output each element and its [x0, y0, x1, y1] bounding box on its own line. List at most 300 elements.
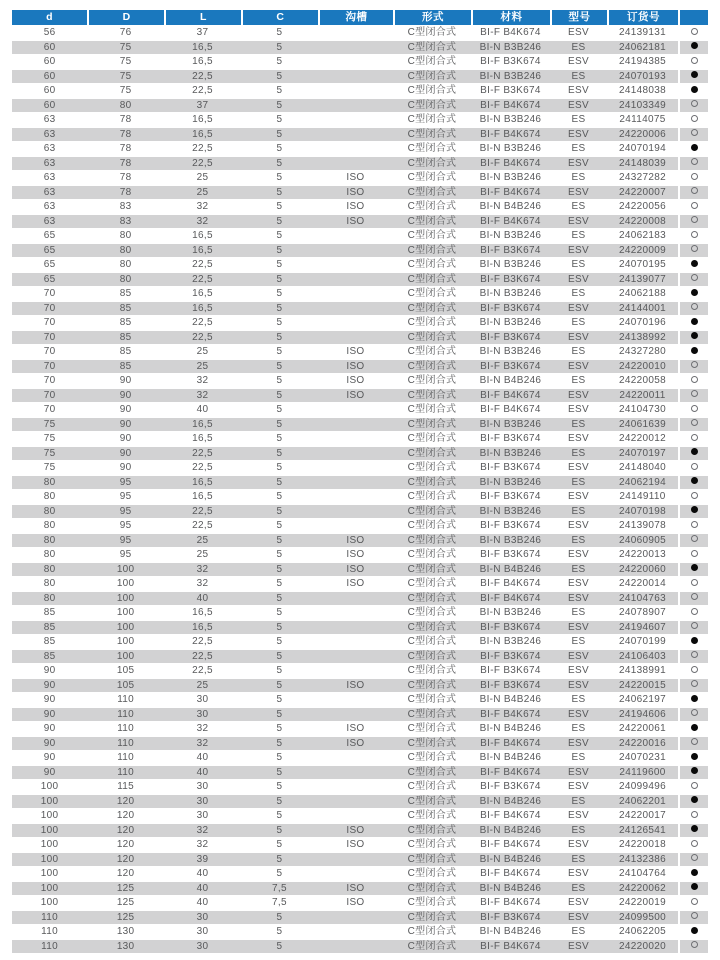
- table-header: [12, 10, 708, 26]
- filled-circle-icon: [691, 753, 698, 760]
- cell-D: 110: [87, 708, 164, 723]
- cell-order_no: 24070194: [607, 142, 678, 157]
- cell-C: 5: [241, 853, 318, 868]
- cell-order_no: 24220010: [607, 360, 678, 375]
- cell-groove: [318, 809, 393, 824]
- cell-L: 25: [164, 548, 241, 563]
- cell-model: ESV: [550, 577, 607, 592]
- cell-L: 16,5: [164, 302, 241, 317]
- cell-D: 115: [87, 780, 164, 795]
- cell-material: BI-N B4B246: [471, 853, 550, 868]
- cell-d: 60: [12, 70, 87, 85]
- cell-d: 70: [12, 287, 87, 302]
- table-row: [12, 418, 708, 433]
- cell-C: 5: [241, 766, 318, 781]
- cell-L: 32: [164, 737, 241, 752]
- cell-d: 100: [12, 780, 87, 795]
- open-circle-icon: [691, 158, 698, 165]
- cell-groove: [318, 113, 393, 128]
- filled-circle-icon: [691, 564, 698, 571]
- cell-form: C型闭合式: [393, 244, 471, 259]
- cell-D: 78: [87, 157, 164, 172]
- cell-material: BI-F B3K674: [471, 273, 550, 288]
- cell-groove: [318, 258, 393, 273]
- table-row: [12, 737, 708, 752]
- cell-D: 76: [87, 26, 164, 41]
- cell-form: C型闭合式: [393, 577, 471, 592]
- cell-model: ESV: [550, 215, 607, 230]
- cell-material: BI-F B3K674: [471, 302, 550, 317]
- cell-order_no: 24220020: [607, 940, 678, 955]
- cell-status: [678, 403, 708, 418]
- cell-order_no: 24119600: [607, 766, 678, 781]
- cell-form: C型闭合式: [393, 316, 471, 331]
- cell-material: BI-N B4B246: [471, 563, 550, 578]
- cell-order_no: 24139077: [607, 273, 678, 288]
- cell-groove: ISO: [318, 389, 393, 404]
- cell-model: ES: [550, 316, 607, 331]
- cell-d: 75: [12, 461, 87, 476]
- cell-material: BI-N B4B246: [471, 795, 550, 810]
- cell-material: BI-N B4B246: [471, 751, 550, 766]
- cell-model: ESV: [550, 867, 607, 882]
- filled-circle-icon: [691, 71, 698, 78]
- cell-material: BI-F B3K674: [471, 780, 550, 795]
- cell-status: [678, 229, 708, 244]
- cell-L: 16,5: [164, 476, 241, 491]
- cell-C: 5: [241, 229, 318, 244]
- cell-d: 60: [12, 41, 87, 56]
- cell-L: 16,5: [164, 128, 241, 143]
- cell-order_no: 24132386: [607, 853, 678, 868]
- cell-C: 5: [241, 650, 318, 665]
- cell-D: 78: [87, 113, 164, 128]
- cell-D: 95: [87, 505, 164, 520]
- cell-C: 5: [241, 534, 318, 549]
- filled-circle-icon: [691, 448, 698, 455]
- cell-groove: [318, 505, 393, 520]
- open-circle-icon: [691, 231, 698, 238]
- cell-model: ES: [550, 925, 607, 940]
- cell-status: [678, 55, 708, 70]
- cell-model: ESV: [550, 302, 607, 317]
- cell-D: 85: [87, 345, 164, 360]
- open-circle-icon: [691, 709, 698, 716]
- cell-status: [678, 287, 708, 302]
- cell-order_no: 24148038: [607, 84, 678, 99]
- cell-model: ESV: [550, 940, 607, 955]
- cell-d: 70: [12, 345, 87, 360]
- cell-material: BI-N B3B246: [471, 142, 550, 157]
- filled-circle-icon: [691, 477, 698, 484]
- cell-D: 100: [87, 650, 164, 665]
- cell-C: 5: [241, 142, 318, 157]
- cell-C: 5: [241, 519, 318, 534]
- cell-material: BI-F B4K674: [471, 708, 550, 723]
- cell-material: BI-F B4K674: [471, 809, 550, 824]
- cell-L: 32: [164, 838, 241, 853]
- cell-D: 120: [87, 809, 164, 824]
- cell-form: C型闭合式: [393, 751, 471, 766]
- cell-L: 22,5: [164, 650, 241, 665]
- cell-d: 70: [12, 360, 87, 375]
- cell-status: [678, 882, 708, 897]
- cell-D: 120: [87, 824, 164, 839]
- cell-groove: ISO: [318, 186, 393, 201]
- cell-L: 37: [164, 99, 241, 114]
- cell-C: 5: [241, 345, 318, 360]
- cell-L: 32: [164, 563, 241, 578]
- cell-L: 16,5: [164, 41, 241, 56]
- cell-form: C型闭合式: [393, 157, 471, 172]
- cell-material: BI-N B3B246: [471, 316, 550, 331]
- cell-form: C型闭合式: [393, 911, 471, 926]
- table-row: [12, 215, 708, 230]
- cell-model: ESV: [550, 737, 607, 752]
- table-row: [12, 548, 708, 563]
- cell-status: [678, 795, 708, 810]
- cell-status: [678, 447, 708, 462]
- cell-d: 80: [12, 577, 87, 592]
- cell-D: 90: [87, 432, 164, 447]
- cell-model: ESV: [550, 273, 607, 288]
- cell-d: 63: [12, 215, 87, 230]
- cell-order_no: 24220009: [607, 244, 678, 259]
- cell-form: C型闭合式: [393, 41, 471, 56]
- cell-d: 63: [12, 200, 87, 215]
- table-row: [12, 345, 708, 360]
- cell-status: [678, 142, 708, 157]
- cell-form: C型闭合式: [393, 26, 471, 41]
- cell-d: 80: [12, 592, 87, 607]
- open-circle-icon: [691, 202, 698, 209]
- cell-C: 5: [241, 722, 318, 737]
- open-circle-icon: [691, 303, 698, 310]
- cell-status: [678, 186, 708, 201]
- cell-groove: [318, 490, 393, 505]
- cell-d: 90: [12, 722, 87, 737]
- cell-order_no: 24220058: [607, 374, 678, 389]
- cell-order_no: 24062194: [607, 476, 678, 491]
- cell-order_no: 24070193: [607, 70, 678, 85]
- cell-order_no: 24070195: [607, 258, 678, 273]
- cell-D: 90: [87, 447, 164, 462]
- open-circle-icon: [691, 535, 698, 542]
- cell-C: 5: [241, 432, 318, 447]
- cell-model: ES: [550, 635, 607, 650]
- cell-status: [678, 693, 708, 708]
- cell-D: 75: [87, 70, 164, 85]
- cell-form: C型闭合式: [393, 693, 471, 708]
- cell-D: 120: [87, 853, 164, 868]
- cell-L: 22,5: [164, 519, 241, 534]
- cell-form: C型闭合式: [393, 331, 471, 346]
- cell-C: 5: [241, 476, 318, 491]
- cell-order_no: 24220018: [607, 838, 678, 853]
- cell-material: BI-N B3B246: [471, 505, 550, 520]
- cell-form: C型闭合式: [393, 882, 471, 897]
- open-circle-icon: [691, 912, 698, 919]
- cell-C: 5: [241, 258, 318, 273]
- cell-L: 22,5: [164, 84, 241, 99]
- filled-circle-icon: [691, 506, 698, 513]
- open-circle-icon: [691, 405, 698, 412]
- cell-groove: [318, 55, 393, 70]
- cell-d: 63: [12, 128, 87, 143]
- cell-order_no: 24327280: [607, 345, 678, 360]
- cell-D: 83: [87, 215, 164, 230]
- cell-groove: ISO: [318, 882, 393, 897]
- cell-order_no: 24138992: [607, 331, 678, 346]
- cell-form: C型闭合式: [393, 432, 471, 447]
- cell-status: [678, 113, 708, 128]
- cell-status: [678, 577, 708, 592]
- cell-status: [678, 244, 708, 259]
- cell-material: BI-N B3B246: [471, 476, 550, 491]
- filled-circle-icon: [691, 637, 698, 644]
- cell-status: [678, 940, 708, 955]
- cell-material: BI-N B4B246: [471, 374, 550, 389]
- cell-d: 75: [12, 432, 87, 447]
- cell-order_no: 24106403: [607, 650, 678, 665]
- cell-C: 5: [241, 925, 318, 940]
- cell-groove: ISO: [318, 896, 393, 911]
- cell-status: [678, 215, 708, 230]
- cell-D: 78: [87, 142, 164, 157]
- cell-status: [678, 824, 708, 839]
- open-circle-icon: [691, 361, 698, 368]
- cell-groove: ISO: [318, 679, 393, 694]
- cell-status: [678, 360, 708, 375]
- cell-order_no: 24070198: [607, 505, 678, 520]
- cell-order_no: 24139078: [607, 519, 678, 534]
- open-circle-icon: [691, 898, 698, 905]
- cell-groove: [318, 606, 393, 621]
- cell-C: 5: [241, 795, 318, 810]
- cell-C: 5: [241, 447, 318, 462]
- cell-status: [678, 722, 708, 737]
- cell-model: ES: [550, 374, 607, 389]
- cell-D: 85: [87, 316, 164, 331]
- table-row: [12, 505, 708, 520]
- cell-d: 110: [12, 940, 87, 955]
- cell-L: 25: [164, 534, 241, 549]
- cell-groove: ISO: [318, 215, 393, 230]
- column-header-groove: 沟槽: [318, 10, 393, 26]
- cell-order_no: 24062205: [607, 925, 678, 940]
- cell-form: C型闭合式: [393, 505, 471, 520]
- cell-C: 5: [241, 563, 318, 578]
- cell-d: 90: [12, 737, 87, 752]
- cell-order_no: 24078907: [607, 606, 678, 621]
- table-row: [12, 157, 708, 172]
- cell-form: C型闭合式: [393, 360, 471, 375]
- cell-D: 100: [87, 592, 164, 607]
- cell-C: 5: [241, 374, 318, 389]
- cell-material: BI-F B3K674: [471, 84, 550, 99]
- cell-status: [678, 374, 708, 389]
- cell-groove: [318, 84, 393, 99]
- cell-L: 16,5: [164, 490, 241, 505]
- cell-form: C型闭合式: [393, 55, 471, 70]
- table-row: [12, 708, 708, 723]
- cell-d: 80: [12, 505, 87, 520]
- cell-groove: ISO: [318, 737, 393, 752]
- open-circle-icon: [691, 521, 698, 528]
- cell-form: C型闭合式: [393, 389, 471, 404]
- cell-model: ES: [550, 171, 607, 186]
- cell-form: C型闭合式: [393, 171, 471, 186]
- cell-form: C型闭合式: [393, 940, 471, 955]
- cell-status: [678, 563, 708, 578]
- cell-order_no: 24149110: [607, 490, 678, 505]
- cell-status: [678, 345, 708, 360]
- cell-D: 100: [87, 621, 164, 636]
- filled-circle-icon: [691, 260, 698, 267]
- table-row: [12, 722, 708, 737]
- cell-D: 90: [87, 418, 164, 433]
- table-row: [12, 432, 708, 447]
- cell-material: BI-N B3B246: [471, 635, 550, 650]
- cell-order_no: 24070231: [607, 751, 678, 766]
- cell-model: ESV: [550, 26, 607, 41]
- cell-C: 5: [241, 171, 318, 186]
- cell-D: 95: [87, 534, 164, 549]
- cell-groove: ISO: [318, 374, 393, 389]
- cell-L: 16,5: [164, 244, 241, 259]
- cell-groove: [318, 41, 393, 56]
- cell-form: C型闭合式: [393, 563, 471, 578]
- cell-D: 85: [87, 360, 164, 375]
- table-row: [12, 70, 708, 85]
- cell-material: BI-N B4B246: [471, 200, 550, 215]
- cell-groove: [318, 142, 393, 157]
- cell-L: 22,5: [164, 70, 241, 85]
- cell-order_no: 24220014: [607, 577, 678, 592]
- cell-groove: [318, 128, 393, 143]
- cell-C: 5: [241, 273, 318, 288]
- cell-d: 110: [12, 925, 87, 940]
- cell-model: ESV: [550, 809, 607, 824]
- open-circle-icon: [691, 245, 698, 252]
- cell-status: [678, 171, 708, 186]
- cell-D: 85: [87, 287, 164, 302]
- cell-status: [678, 838, 708, 853]
- cell-material: BI-F B3K674: [471, 331, 550, 346]
- open-circle-icon: [691, 100, 698, 107]
- cell-L: 30: [164, 780, 241, 795]
- cell-C: 5: [241, 708, 318, 723]
- cell-material: BI-F B4K674: [471, 737, 550, 752]
- cell-d: 70: [12, 403, 87, 418]
- cell-status: [678, 650, 708, 665]
- cell-material: BI-F B4K674: [471, 577, 550, 592]
- cell-groove: [318, 432, 393, 447]
- cell-D: 125: [87, 896, 164, 911]
- cell-d: 70: [12, 374, 87, 389]
- table-row: [12, 258, 708, 273]
- cell-material: BI-N B3B246: [471, 258, 550, 273]
- cell-model: ES: [550, 693, 607, 708]
- cell-groove: [318, 867, 393, 882]
- cell-groove: [318, 635, 393, 650]
- cell-model: ES: [550, 476, 607, 491]
- cell-form: C型闭合式: [393, 447, 471, 462]
- cell-material: BI-N B4B246: [471, 722, 550, 737]
- table-row: [12, 795, 708, 810]
- cell-L: 40: [164, 403, 241, 418]
- cell-groove: [318, 418, 393, 433]
- cell-groove: [318, 403, 393, 418]
- cell-d: 63: [12, 186, 87, 201]
- cell-C: 5: [241, 664, 318, 679]
- cell-groove: [318, 650, 393, 665]
- open-circle-icon: [691, 651, 698, 658]
- filled-circle-icon: [691, 825, 698, 832]
- cell-d: 85: [12, 635, 87, 650]
- cell-D: 105: [87, 664, 164, 679]
- cell-C: 5: [241, 157, 318, 172]
- cell-form: C型闭合式: [393, 519, 471, 534]
- cell-C: 5: [241, 693, 318, 708]
- cell-model: ESV: [550, 128, 607, 143]
- open-circle-icon: [691, 579, 698, 586]
- cell-L: 40: [164, 592, 241, 607]
- cell-model: ESV: [550, 403, 607, 418]
- cell-status: [678, 84, 708, 99]
- cell-order_no: 24220015: [607, 679, 678, 694]
- cell-status: [678, 679, 708, 694]
- cell-material: BI-F B3K674: [471, 911, 550, 926]
- cell-groove: ISO: [318, 548, 393, 563]
- cell-d: 100: [12, 824, 87, 839]
- cell-material: BI-F B4K674: [471, 940, 550, 955]
- cell-L: 32: [164, 824, 241, 839]
- cell-order_no: 24220011: [607, 389, 678, 404]
- cell-material: BI-F B4K674: [471, 186, 550, 201]
- cell-order_no: 24194606: [607, 708, 678, 723]
- cell-form: C型闭合式: [393, 650, 471, 665]
- cell-groove: [318, 693, 393, 708]
- cell-groove: [318, 461, 393, 476]
- cell-material: BI-N B3B246: [471, 418, 550, 433]
- cell-form: C型闭合式: [393, 142, 471, 157]
- cell-groove: ISO: [318, 345, 393, 360]
- cell-status: [678, 737, 708, 752]
- filled-circle-icon: [691, 695, 698, 702]
- cell-material: BI-F B4K674: [471, 403, 550, 418]
- cell-C: 5: [241, 867, 318, 882]
- open-circle-icon: [691, 680, 698, 687]
- cell-form: C型闭合式: [393, 113, 471, 128]
- cell-groove: ISO: [318, 563, 393, 578]
- cell-model: ES: [550, 447, 607, 462]
- cell-groove: ISO: [318, 838, 393, 853]
- table-row: [12, 374, 708, 389]
- cell-status: [678, 200, 708, 215]
- cell-d: 80: [12, 490, 87, 505]
- filled-circle-icon: [691, 42, 698, 49]
- cell-d: 75: [12, 418, 87, 433]
- cell-order_no: 24062188: [607, 287, 678, 302]
- cell-order_no: 24220016: [607, 737, 678, 752]
- cell-C: 5: [241, 26, 318, 41]
- table-row: [12, 186, 708, 201]
- cell-groove: [318, 911, 393, 926]
- table-row: [12, 838, 708, 853]
- cell-form: C型闭合式: [393, 766, 471, 781]
- filled-circle-icon: [691, 796, 698, 803]
